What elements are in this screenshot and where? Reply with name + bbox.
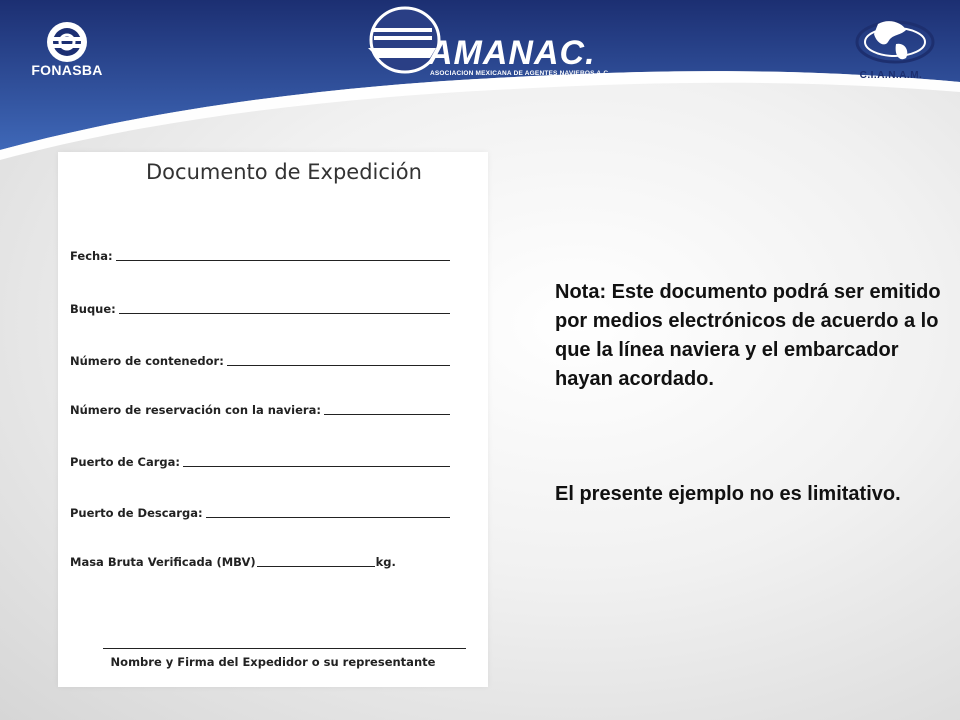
field-puerto-carga [70,455,450,469]
blank-line [324,414,450,415]
header-banner [0,0,960,160]
blank-line [183,466,450,467]
blank-line [257,566,375,567]
document-title: Documento de Expedición [146,160,422,184]
field-fecha [70,249,450,263]
field-puerto-descarga [70,506,450,520]
signature-label: Nombre y Firma del Expedidor o su representante [110,655,436,669]
field-label: Número de reservación con la naviera: [70,403,321,417]
fonasba-label: FONASBA [31,62,103,78]
signature-line [103,648,466,649]
field-label: Buque: [70,302,116,316]
field-label: Puerto de Carga: [70,455,180,469]
field-numero-reservacion [70,403,450,417]
example-text: El presente ejemplo no es limitativo. [555,483,901,505]
field-numero-contenedor [70,354,450,368]
field-buque [70,302,450,316]
mbv-unit: kg. [375,555,396,569]
cianam-label: C.I.A.N.A.M. [859,70,923,81]
field-label: Fecha: [70,249,113,263]
field-label: Puerto de Descarga: [70,506,203,520]
blank-line [227,365,450,366]
field-label: Número de contenedor: [70,354,224,368]
blank-line [206,517,450,518]
note-text: Nota: Este documento podrá ser emitido por medios electrónicos de acuerdo a lo que la línea naviera y el embarcador hayan acordado. [555,281,941,390]
amanac-subtitle: ASOCIACION MEXICANA DE AGENTES NAVIEROS A.C. [430,70,611,77]
blank-line [119,313,450,314]
banner-background [0,0,960,160]
mbv-label: Masa Bruta Verificada (MBV) [70,555,256,569]
amanac-wordmark: AMANAC. [428,34,596,72]
fonasba-logo-icon [47,22,87,62]
document-form [58,152,488,687]
blank-line [116,260,450,261]
field-masa-bruta [70,555,396,569]
